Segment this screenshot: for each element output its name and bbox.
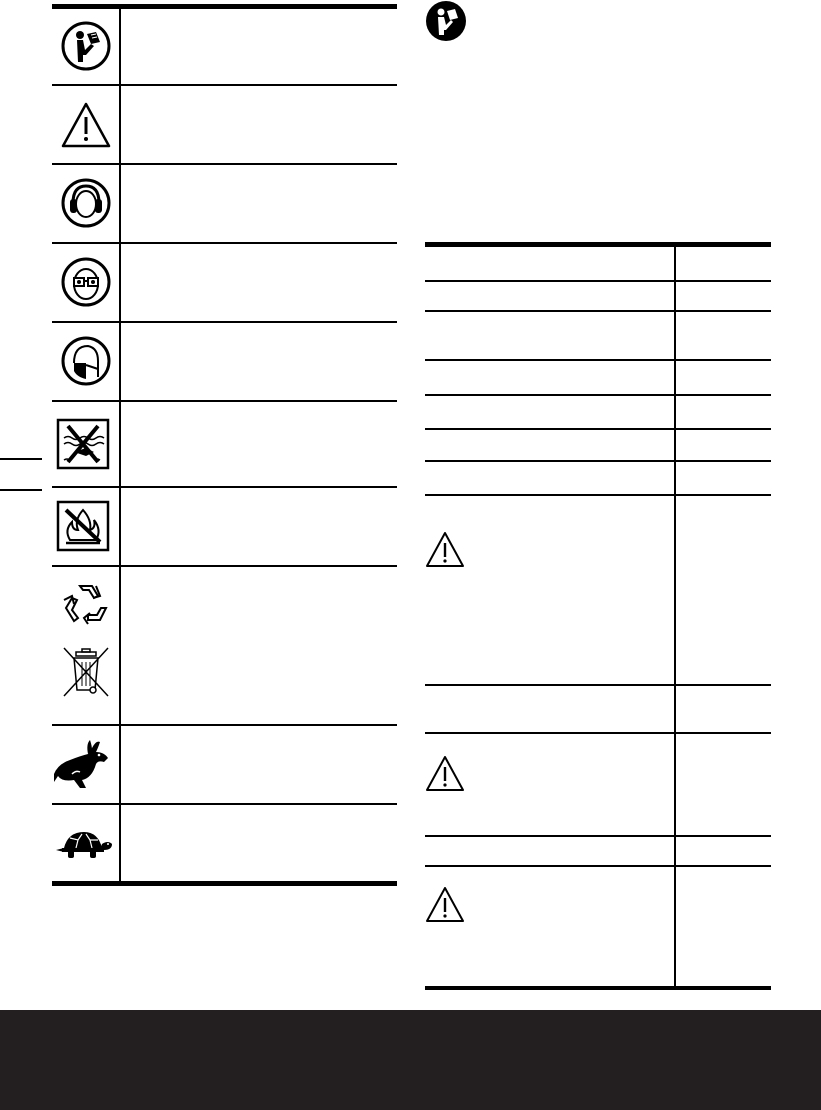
spec-table-column-divider	[674, 242, 676, 988]
symbol-table-top-rule	[52, 4, 397, 9]
row-divider	[52, 163, 397, 165]
ear-protection-icon	[60, 177, 112, 229]
turtle-slow-speed-icon	[52, 828, 114, 862]
crossed-out-bin-icon	[60, 644, 112, 700]
spec-row-divider	[425, 732, 771, 734]
margin-tab-top	[0, 458, 42, 460]
read-manual-icon	[60, 20, 112, 72]
row-divider	[52, 321, 397, 323]
footer-band	[0, 1010, 821, 1110]
spec-table-bottom-rule	[425, 986, 771, 990]
spec-row-divider	[425, 684, 771, 686]
row-divider	[52, 84, 397, 86]
spec-row-divider	[425, 460, 771, 462]
dust-mask-icon	[60, 335, 112, 387]
spec-row-divider	[425, 310, 771, 312]
warning-triangle-icon	[60, 100, 112, 150]
symbol-table-bottom-rule	[52, 881, 397, 886]
spec-row-divider	[425, 865, 771, 867]
spec-row-divider	[425, 394, 771, 396]
recycle-icon	[60, 580, 112, 628]
eye-protection-icon	[60, 256, 112, 308]
spec-row-divider	[425, 359, 771, 361]
spec-table-top-rule	[425, 242, 771, 247]
margin-tab-bottom	[0, 489, 42, 491]
row-divider	[52, 724, 397, 726]
no-water-icon	[56, 418, 110, 470]
spec-row-divider	[425, 428, 771, 430]
row-divider	[52, 242, 397, 244]
spec-row-divider	[425, 835, 771, 837]
symbol-table-column-divider	[119, 4, 121, 884]
warning-triangle-icon	[424, 754, 466, 794]
row-divider	[52, 400, 397, 402]
rabbit-fast-speed-icon	[52, 738, 114, 792]
warning-triangle-icon	[424, 530, 466, 570]
warning-triangle-icon	[424, 885, 466, 925]
spec-row-divider	[425, 494, 771, 496]
spec-row-divider	[425, 280, 771, 282]
read-manual-icon	[425, 0, 467, 42]
row-divider	[52, 565, 397, 567]
row-divider	[52, 486, 397, 488]
no-fire-icon	[56, 500, 110, 552]
row-divider	[52, 803, 397, 805]
